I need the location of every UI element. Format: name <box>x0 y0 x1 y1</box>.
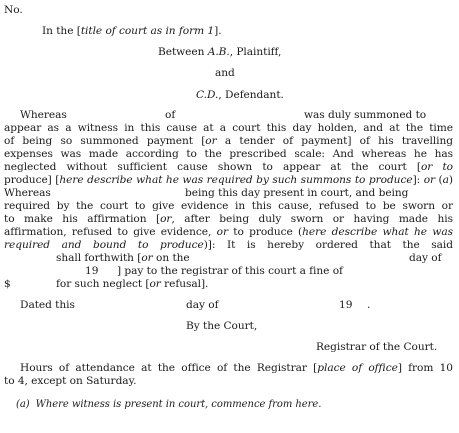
footnote-marker: (a) <box>16 399 30 410</box>
body-italic: here describe what he was required by such summons to produce <box>59 174 413 186</box>
of-word: of <box>165 109 176 121</box>
by-the-court <box>186 320 257 333</box>
between-line <box>158 46 281 59</box>
body-italic: or <box>149 278 161 290</box>
dated-text: Dated this <box>20 299 75 311</box>
registrar-signature-line <box>316 341 437 354</box>
body-text: to 4, except on Saturday. <box>4 375 137 387</box>
year-prefix: 19 <box>339 299 353 311</box>
body-text: Hours of attendance at the office of the Registrar [ <box>20 362 318 374</box>
day-of-text: day of <box>186 299 219 311</box>
by-court-text: By the Court, <box>186 320 258 332</box>
registrar-text: Registrar of the Court. <box>316 341 438 353</box>
body-text: ] pay to the registrar of this court a fine of <box>117 265 343 277</box>
body-text: produce] [ <box>4 174 60 186</box>
body-line-1b <box>165 109 175 122</box>
body-line-1a <box>20 109 67 122</box>
body-line-1c <box>304 109 426 122</box>
court-title-line <box>42 25 222 38</box>
defendant-label: , Defendant. <box>218 89 284 101</box>
body-text: shall forthwith [ <box>56 252 142 264</box>
body-text: required by the court to give evidence in this cause, refused to be sworn or <box>4 200 453 212</box>
between-label: Between <box>158 46 208 58</box>
defendant-line <box>196 89 284 102</box>
court-prefix: In the [ <box>42 25 81 37</box>
body-text: expenses was made according to the prescribed scale: And whereas he has <box>4 148 453 160</box>
hours-line-2 <box>4 375 136 388</box>
body-text: appear as a witness in this cause at a court this day holden, and at the time <box>4 122 453 134</box>
body-line-7b <box>185 187 408 200</box>
body-line-6 <box>4 174 453 187</box>
body-text: to produce ( <box>227 226 303 238</box>
body-line-14b <box>56 278 208 291</box>
court-suffix: ]. <box>214 25 222 37</box>
footnote <box>16 398 321 411</box>
body-italic: or <box>205 135 217 147</box>
period: . <box>367 299 371 311</box>
body-text: being this day present in court, and being <box>185 187 409 199</box>
body-text: , after being duly sworn or having made his <box>171 213 453 225</box>
body-text: neglected without sufficient cause shown to appear at the court [ <box>4 161 421 173</box>
court-title-placeholder: title of court as in form 1 <box>80 25 215 37</box>
hours-line-1 <box>4 362 453 375</box>
defendant-name: C.D. <box>196 89 219 101</box>
body-italic: or <box>216 226 228 238</box>
body-italic: or <box>141 252 153 264</box>
body-italic: or to <box>420 161 453 173</box>
body-line-8 <box>4 200 453 213</box>
body-line-4 <box>4 148 453 161</box>
body-text: ( <box>435 174 443 186</box>
dollar-sign: $ <box>4 278 11 290</box>
footnote-text: Where witness is present in court, commence from here. <box>35 399 322 410</box>
body-italic: or <box>160 213 172 225</box>
body-line-12a <box>56 252 190 265</box>
body-line-14a <box>4 278 11 291</box>
dated-dot <box>367 299 370 312</box>
dated-year <box>339 299 352 312</box>
body-text: a tender of payment] of his travelling <box>216 135 453 147</box>
body-line-13b <box>117 265 343 278</box>
year-prefix: 19 <box>85 265 99 277</box>
plaintiff-label: , Plaintiff, <box>229 46 282 58</box>
body-italic: place of office <box>317 362 398 374</box>
body-text: on the <box>152 252 190 264</box>
body-text: ) <box>448 174 454 186</box>
body-text: affirmation, refused to give evidence, <box>4 226 217 238</box>
body-text: day of <box>409 252 442 264</box>
body-line-3 <box>4 135 453 148</box>
summoned-text: was duly summoned to <box>304 109 427 121</box>
body-line-5 <box>4 161 453 174</box>
body-line-11 <box>4 239 453 252</box>
whereas-word: Whereas <box>4 187 51 199</box>
body-italic: or <box>423 174 436 186</box>
body-line-12b <box>409 252 441 265</box>
dated-day-of <box>186 299 218 312</box>
body-italic: here describe what he was <box>302 226 453 238</box>
body-line-7a <box>4 187 51 200</box>
footnote-ref: a <box>442 174 449 186</box>
and-line <box>215 67 235 80</box>
body-text: ] from 10 <box>397 362 453 374</box>
whereas-word: Whereas <box>20 109 67 121</box>
plaintiff-name: A.B. <box>207 46 230 58</box>
body-text: refusal]. <box>160 278 209 290</box>
body-line-2 <box>4 122 453 135</box>
body-text: )]: It is hereby ordered that the said <box>203 239 454 251</box>
body-text: for such neglect [ <box>56 278 150 290</box>
form-number-label <box>4 4 23 17</box>
body-italic: required and bound to produce <box>4 239 204 251</box>
and-label: and <box>215 67 235 79</box>
body-text: to make his affirmation [ <box>4 213 161 225</box>
body-line-10 <box>4 226 453 239</box>
body-text: ]: <box>412 174 424 186</box>
body-line-13a <box>85 265 98 278</box>
no-label: No. <box>4 4 23 16</box>
dated-label <box>20 299 75 312</box>
body-line-9 <box>4 213 453 226</box>
body-text: of being so summoned payment [ <box>4 135 206 147</box>
